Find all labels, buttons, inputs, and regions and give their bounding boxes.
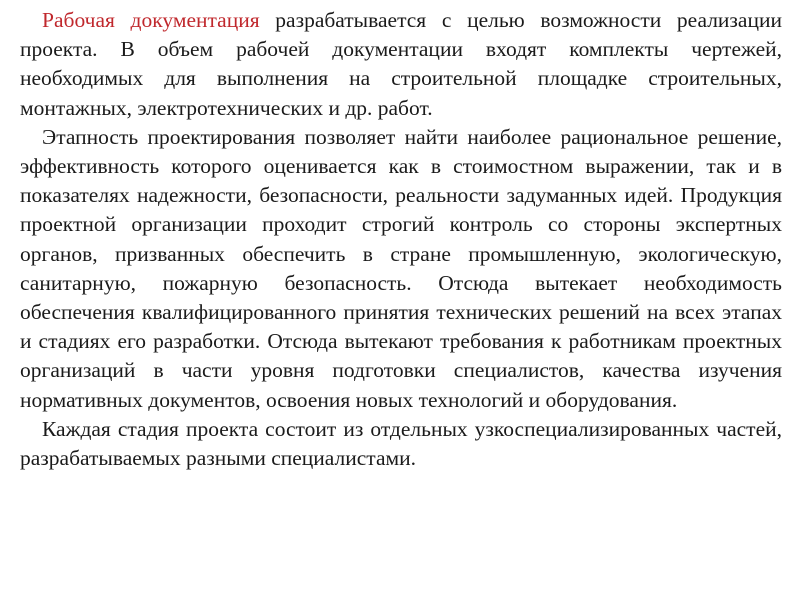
document-body [20, 6, 782, 473]
paragraph-text: разрабатывается с целью возможности реализации проекта. В объем рабочей документации входят комплекты чертежей, необходимых для выполнения на строительной площадке строительных, монтажных, электротехнических и др. работ. [20, 8, 782, 120]
paragraph-project-stage-parts [20, 415, 782, 473]
paragraph-working-documentation [20, 6, 782, 123]
paragraph-design-stages [20, 123, 782, 415]
paragraph-text: Этапность проектирования позволяет найти наиболее рациональное решение, эффективность которого оценивается как в стоимостном выражении, так и в показателях надежности, безопасности, реальности задуманных идей. Продукция проектной организации проходит строгий контроль со стороны экспертных органов, призванных обеспечить в стране промышленную, экологическую, санитарную, пожарную безопасность. Отсюда вытекает необходимость обеспечения квалифицированного принятия технических решений на всех этапах и стадиях его разработки. Отсюда вытекают требования к работникам проектных организаций в части уровня подготовки специалистов, качества изучения нормативных документов, освоения новых технологий и оборудования. [20, 124, 782, 412]
highlighted-term: Рабочая документация [42, 8, 260, 32]
paragraph-text: Каждая стадия проекта состоит из отдельных узкоспециализированных частей, разрабатываемых разными специалистами. [20, 416, 782, 471]
